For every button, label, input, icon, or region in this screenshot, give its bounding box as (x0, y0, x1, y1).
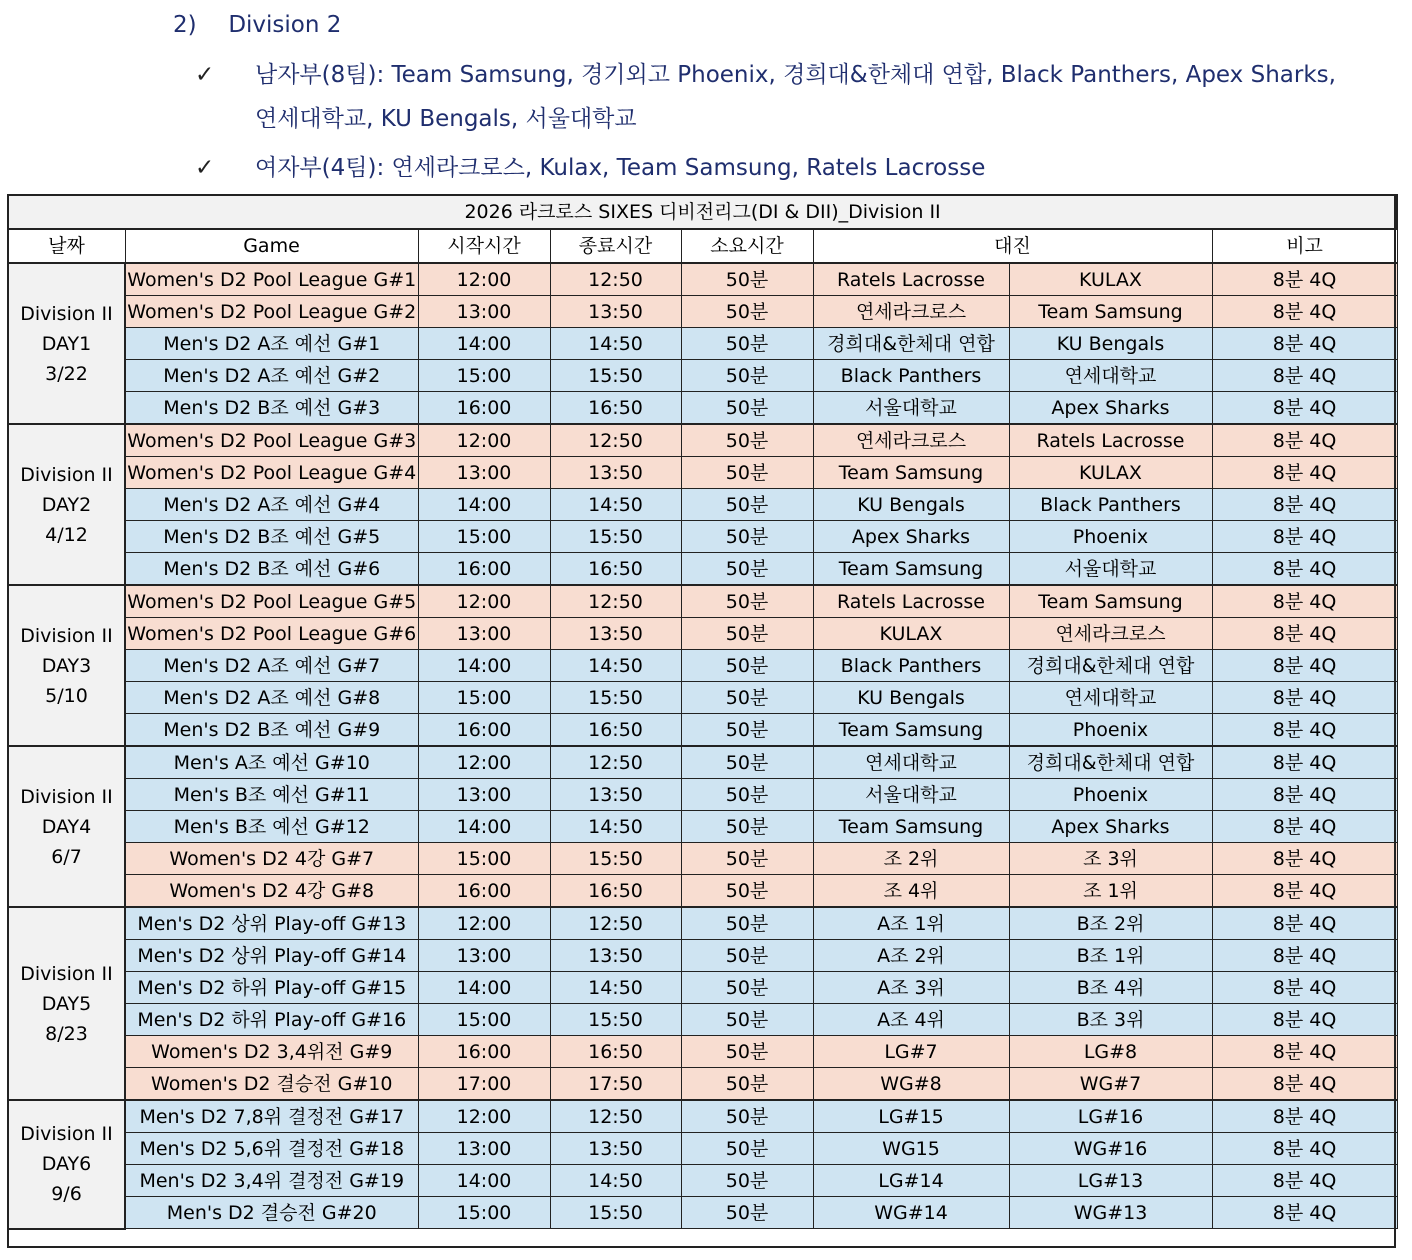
team-a-cell: Black Panthers (813, 360, 1009, 392)
end-time-cell: 12:50 (550, 746, 681, 779)
note-cell: 8분 4Q (1212, 843, 1397, 875)
team-b-cell: Black Panthers (1009, 489, 1212, 521)
end-time-cell: 14:50 (550, 489, 681, 521)
game-cell: Men's D2 B조 예선 G#5 (125, 521, 418, 553)
note-cell: 8분 4Q (1212, 1197, 1397, 1229)
day-label-cell (8, 1100, 125, 1229)
game-cell: Women's D2 Pool League G#5 (125, 585, 418, 618)
day-label-line: Division II (20, 1123, 113, 1146)
header-duration: 소요시간 (681, 229, 813, 263)
note-cell: 8분 4Q (1212, 1036, 1397, 1068)
end-time-cell: 17:50 (550, 1068, 681, 1101)
end-time-cell: 13:50 (550, 618, 681, 650)
header-note: 비고 (1212, 229, 1397, 263)
table-row (8, 521, 1397, 553)
game-cell: Men's D2 A조 예선 G#2 (125, 360, 418, 392)
team-a-cell: Black Panthers (813, 650, 1009, 682)
game-cell: Women's D2 Pool League G#6 (125, 618, 418, 650)
day-label-line: 6/7 (51, 845, 82, 868)
table-row (8, 1068, 1397, 1101)
day-label-line: Division II (20, 463, 113, 486)
note-cell: 8분 4Q (1212, 263, 1397, 296)
note-cell: 8분 4Q (1212, 779, 1397, 811)
duration-cell: 50분 (681, 907, 813, 940)
schedule-table (7, 194, 1398, 1230)
team-a-cell: Ratels Lacrosse (813, 585, 1009, 618)
team-b-cell: Apex Sharks (1009, 811, 1212, 843)
game-cell: Women's D2 4강 G#8 (125, 875, 418, 908)
day-label-line: Division II (20, 624, 113, 647)
note-cell: 8분 4Q (1212, 1004, 1397, 1036)
header-date: 날짜 (8, 229, 125, 263)
team-b-cell: 연세라크로스 (1009, 618, 1212, 650)
team-b-cell: 서울대학교 (1009, 553, 1212, 586)
note-cell: 8분 4Q (1212, 392, 1397, 425)
note-cell: 8분 4Q (1212, 1133, 1397, 1165)
table-row (8, 392, 1397, 425)
day-label-line: 4/12 (45, 523, 88, 546)
note-cell: 8분 4Q (1212, 553, 1397, 586)
note-cell: 8분 4Q (1212, 1165, 1397, 1197)
day-label-line: Division II (20, 785, 113, 808)
game-cell: Women's D2 4강 G#7 (125, 843, 418, 875)
end-time-cell: 15:50 (550, 843, 681, 875)
team-a-cell: 연세라크로스 (813, 296, 1009, 328)
duration-cell: 50분 (681, 1197, 813, 1229)
team-a-cell: WG#14 (813, 1197, 1009, 1229)
team-b-cell: 조 3위 (1009, 843, 1212, 875)
duration-cell: 50분 (681, 746, 813, 779)
duration-cell: 50분 (681, 1004, 813, 1036)
team-b-cell: B조 1위 (1009, 940, 1212, 972)
note-cell: 8분 4Q (1212, 746, 1397, 779)
note-cell: 8분 4Q (1212, 875, 1397, 908)
team-a-cell: A조 1위 (813, 907, 1009, 940)
team-a-cell: 서울대학교 (813, 779, 1009, 811)
team-a-cell: WG15 (813, 1133, 1009, 1165)
table-row (8, 1165, 1397, 1197)
end-time-cell: 12:50 (550, 907, 681, 940)
end-time-cell: 16:50 (550, 1036, 681, 1068)
team-b-cell: WG#7 (1009, 1068, 1212, 1101)
table-row (8, 682, 1397, 714)
game-cell: Women's D2 Pool League G#1 (125, 263, 418, 296)
duration-cell: 50분 (681, 972, 813, 1004)
note-cell: 8분 4Q (1212, 521, 1397, 553)
duration-cell: 50분 (681, 650, 813, 682)
game-cell: Men's D2 B조 예선 G#9 (125, 714, 418, 747)
game-cell: Women's D2 Pool League G#2 (125, 296, 418, 328)
end-time-cell: 12:50 (550, 263, 681, 296)
game-cell: Men's D2 A조 예선 G#7 (125, 650, 418, 682)
start-time-cell: 14:00 (418, 811, 550, 843)
day-label-line: DAY3 (41, 654, 92, 677)
bullet-men-line2: 연세대학교, KU Bengals, 서울대학교 (255, 106, 637, 132)
game-cell: Men's D2 상위 Play-off G#14 (125, 940, 418, 972)
end-time-cell: 14:50 (550, 811, 681, 843)
start-time-cell: 16:00 (418, 392, 550, 425)
team-b-cell: Apex Sharks (1009, 392, 1212, 425)
check-icon: ✓ (195, 62, 215, 88)
table-row (8, 424, 1397, 457)
note-cell: 8분 4Q (1212, 618, 1397, 650)
header-end: 종료시간 (550, 229, 681, 263)
team-a-cell: 서울대학교 (813, 392, 1009, 425)
end-time-cell: 16:50 (550, 553, 681, 586)
bullet-women-line1: 여자부(4팀): 연세라크로스, Kulax, Team Samsung, Ratels Lacrosse (255, 155, 986, 181)
team-a-cell: LG#14 (813, 1165, 1009, 1197)
duration-cell: 50분 (681, 296, 813, 328)
section-heading (173, 12, 341, 38)
duration-cell: 50분 (681, 682, 813, 714)
table-row (8, 1197, 1397, 1229)
table-row (8, 585, 1397, 618)
note-cell: 8분 4Q (1212, 457, 1397, 489)
start-time-cell: 14:00 (418, 650, 550, 682)
team-b-cell: Team Samsung (1009, 585, 1212, 618)
header-start: 시작시간 (418, 229, 550, 263)
duration-cell: 50분 (681, 392, 813, 425)
table-row (8, 811, 1397, 843)
duration-cell: 50분 (681, 1100, 813, 1133)
team-a-cell: Ratels Lacrosse (813, 263, 1009, 296)
team-a-cell: A조 2위 (813, 940, 1009, 972)
game-cell: Men's B조 예선 G#12 (125, 811, 418, 843)
table-row (8, 875, 1397, 908)
end-time-cell: 16:50 (550, 875, 681, 908)
table-row (8, 328, 1397, 360)
team-b-cell: LG#13 (1009, 1165, 1212, 1197)
team-a-cell: 연세대학교 (813, 746, 1009, 779)
note-cell: 8분 4Q (1212, 585, 1397, 618)
team-a-cell: A조 3위 (813, 972, 1009, 1004)
start-time-cell: 15:00 (418, 360, 550, 392)
team-a-cell: 조 2위 (813, 843, 1009, 875)
team-a-cell: KULAX (813, 618, 1009, 650)
team-b-cell: WG#13 (1009, 1197, 1212, 1229)
start-time-cell: 15:00 (418, 843, 550, 875)
end-time-cell: 15:50 (550, 360, 681, 392)
duration-cell: 50분 (681, 360, 813, 392)
table-row (8, 1133, 1397, 1165)
start-time-cell: 14:00 (418, 489, 550, 521)
note-cell: 8분 4Q (1212, 1068, 1397, 1101)
day-label-line: DAY4 (41, 815, 92, 838)
table-row (8, 263, 1397, 296)
table-row (8, 489, 1397, 521)
game-cell: Men's D2 상위 Play-off G#13 (125, 907, 418, 940)
duration-cell: 50분 (681, 263, 813, 296)
team-a-cell: A조 4위 (813, 1004, 1009, 1036)
header-game: Game (125, 229, 418, 263)
team-a-cell: Apex Sharks (813, 521, 1009, 553)
team-b-cell: Team Samsung (1009, 296, 1212, 328)
end-time-cell: 13:50 (550, 296, 681, 328)
game-cell: Men's D2 A조 예선 G#4 (125, 489, 418, 521)
game-cell: Women's D2 Pool League G#3 (125, 424, 418, 457)
table-row (8, 553, 1397, 586)
table-row (8, 1004, 1397, 1036)
team-b-cell: KU Bengals (1009, 328, 1212, 360)
start-time-cell: 16:00 (418, 714, 550, 747)
start-time-cell: 12:00 (418, 585, 550, 618)
team-b-cell: LG#16 (1009, 1100, 1212, 1133)
duration-cell: 50분 (681, 811, 813, 843)
team-a-cell: KU Bengals (813, 682, 1009, 714)
team-a-cell: 경희대&한체대 연합 (813, 328, 1009, 360)
end-time-cell: 16:50 (550, 392, 681, 425)
team-b-cell: 연세대학교 (1009, 360, 1212, 392)
note-cell: 8분 4Q (1212, 682, 1397, 714)
team-b-cell: Phoenix (1009, 714, 1212, 747)
team-b-cell: 경희대&한체대 연합 (1009, 746, 1212, 779)
end-time-cell: 12:50 (550, 585, 681, 618)
end-time-cell: 14:50 (550, 650, 681, 682)
table-row (8, 296, 1397, 328)
check-icon: ✓ (195, 155, 215, 181)
note-cell: 8분 4Q (1212, 650, 1397, 682)
team-a-cell: Team Samsung (813, 457, 1009, 489)
table-row (8, 779, 1397, 811)
day-label-line: 3/22 (45, 362, 88, 385)
start-time-cell: 12:00 (418, 746, 550, 779)
team-a-cell: LG#7 (813, 1036, 1009, 1068)
end-time-cell: 13:50 (550, 457, 681, 489)
end-time-cell: 16:50 (550, 714, 681, 747)
duration-cell: 50분 (681, 585, 813, 618)
bullet-women-teams (195, 146, 1095, 190)
bullet-men-line1: 남자부(8팀): Team Samsung, 경기외고 Phoenix, 경희대&한체대 연합, Black Panthers, Apex Sharks, (255, 62, 1336, 88)
team-b-cell: B조 3위 (1009, 1004, 1212, 1036)
duration-cell: 50분 (681, 779, 813, 811)
duration-cell: 50분 (681, 875, 813, 908)
note-cell: 8분 4Q (1212, 940, 1397, 972)
table-row (8, 1100, 1397, 1133)
duration-cell: 50분 (681, 940, 813, 972)
end-time-cell: 14:50 (550, 328, 681, 360)
table-row (8, 457, 1397, 489)
note-cell: 8분 4Q (1212, 714, 1397, 747)
game-cell: Women's D2 3,4위전 G#9 (125, 1036, 418, 1068)
start-time-cell: 15:00 (418, 521, 550, 553)
section-title: Division 2 (228, 12, 342, 38)
start-time-cell: 13:00 (418, 940, 550, 972)
team-b-cell: B조 4위 (1009, 972, 1212, 1004)
table-row (8, 940, 1397, 972)
day-label-line: DAY6 (41, 1153, 92, 1176)
section-number: 2) (173, 12, 197, 38)
start-time-cell: 17:00 (418, 1068, 550, 1101)
duration-cell: 50분 (681, 1165, 813, 1197)
start-time-cell: 12:00 (418, 907, 550, 940)
end-time-cell: 13:50 (550, 940, 681, 972)
team-a-cell: KU Bengals (813, 489, 1009, 521)
day-label-cell (8, 263, 125, 424)
start-time-cell: 15:00 (418, 1197, 550, 1229)
team-b-cell: 조 1위 (1009, 875, 1212, 908)
game-cell: Men's B조 예선 G#11 (125, 779, 418, 811)
start-time-cell: 13:00 (418, 618, 550, 650)
day-label-cell (8, 907, 125, 1100)
game-cell: Men's D2 A조 예선 G#8 (125, 682, 418, 714)
day-label-cell (8, 585, 125, 746)
game-cell: Women's D2 Pool League G#4 (125, 457, 418, 489)
start-time-cell: 16:00 (418, 1036, 550, 1068)
duration-cell: 50분 (681, 1036, 813, 1068)
table-row (8, 972, 1397, 1004)
end-time-cell: 12:50 (550, 424, 681, 457)
table-row (8, 714, 1397, 747)
team-a-cell: Team Samsung (813, 553, 1009, 586)
table-row (8, 650, 1397, 682)
game-cell: Men's D2 B조 예선 G#3 (125, 392, 418, 425)
duration-cell: 50분 (681, 328, 813, 360)
duration-cell: 50분 (681, 521, 813, 553)
table-row (8, 1036, 1397, 1068)
bullet-men-teams (195, 53, 1345, 143)
game-cell: Men's D2 3,4위 결정전 G#19 (125, 1165, 418, 1197)
team-a-cell: LG#15 (813, 1100, 1009, 1133)
duration-cell: 50분 (681, 843, 813, 875)
game-cell: Men's D2 결승전 G#20 (125, 1197, 418, 1229)
day-label-line: 9/6 (51, 1183, 82, 1206)
start-time-cell: 16:00 (418, 553, 550, 586)
game-cell: Men's D2 7,8위 결정전 G#17 (125, 1100, 418, 1133)
day-label-line: Division II (20, 962, 113, 985)
game-cell: Men's D2 B조 예선 G#6 (125, 553, 418, 586)
note-cell: 8분 4Q (1212, 328, 1397, 360)
start-time-cell: 15:00 (418, 1004, 550, 1036)
note-cell: 8분 4Q (1212, 424, 1397, 457)
game-cell: Men's D2 하위 Play-off G#16 (125, 1004, 418, 1036)
start-time-cell: 12:00 (418, 263, 550, 296)
team-a-cell: WG#8 (813, 1068, 1009, 1101)
start-time-cell: 13:00 (418, 1133, 550, 1165)
team-b-cell: KULAX (1009, 263, 1212, 296)
team-a-cell: Team Samsung (813, 714, 1009, 747)
start-time-cell: 13:00 (418, 296, 550, 328)
table-row (8, 907, 1397, 940)
game-cell: Women's D2 결승전 G#10 (125, 1068, 418, 1101)
end-time-cell: 15:50 (550, 1004, 681, 1036)
start-time-cell: 14:00 (418, 972, 550, 1004)
team-b-cell: Phoenix (1009, 779, 1212, 811)
duration-cell: 50분 (681, 1068, 813, 1101)
table-row (8, 843, 1397, 875)
day-label-line: 8/23 (45, 1022, 88, 1045)
game-cell: Men's D2 5,6위 결정전 G#18 (125, 1133, 418, 1165)
table-title: 2026 라크로스 SIXES 디비전리그(DI & DII)_Division II (8, 195, 1397, 229)
start-time-cell: 13:00 (418, 779, 550, 811)
team-b-cell: 연세대학교 (1009, 682, 1212, 714)
start-time-cell: 16:00 (418, 875, 550, 908)
day-label-line: DAY2 (41, 493, 92, 516)
day-label-line: 5/10 (45, 684, 88, 707)
note-cell: 8분 4Q (1212, 489, 1397, 521)
end-time-cell: 12:50 (550, 1100, 681, 1133)
end-time-cell: 14:50 (550, 1165, 681, 1197)
day-label-cell (8, 424, 125, 585)
team-b-cell: Phoenix (1009, 521, 1212, 553)
note-cell: 8분 4Q (1212, 907, 1397, 940)
day-label-line: Division II (20, 302, 113, 325)
start-time-cell: 12:00 (418, 1100, 550, 1133)
duration-cell: 50분 (681, 489, 813, 521)
team-a-cell: 연세라크로스 (813, 424, 1009, 457)
game-cell: Men's D2 A조 예선 G#1 (125, 328, 418, 360)
duration-cell: 50분 (681, 553, 813, 586)
team-b-cell: WG#16 (1009, 1133, 1212, 1165)
team-b-cell: KULAX (1009, 457, 1212, 489)
day-label-cell (8, 746, 125, 907)
team-a-cell: 조 4위 (813, 875, 1009, 908)
end-time-cell: 15:50 (550, 682, 681, 714)
note-cell: 8분 4Q (1212, 811, 1397, 843)
game-cell: Men's D2 하위 Play-off G#15 (125, 972, 418, 1004)
team-b-cell: 경희대&한체대 연합 (1009, 650, 1212, 682)
team-b-cell: Ratels Lacrosse (1009, 424, 1212, 457)
start-time-cell: 12:00 (418, 424, 550, 457)
table-row (8, 360, 1397, 392)
end-time-cell: 13:50 (550, 779, 681, 811)
start-time-cell: 14:00 (418, 328, 550, 360)
game-cell: Men's A조 예선 G#10 (125, 746, 418, 779)
start-time-cell: 14:00 (418, 1165, 550, 1197)
start-time-cell: 15:00 (418, 682, 550, 714)
duration-cell: 50분 (681, 1133, 813, 1165)
note-cell: 8분 4Q (1212, 360, 1397, 392)
table-row (8, 618, 1397, 650)
team-b-cell: LG#8 (1009, 1036, 1212, 1068)
end-time-cell: 14:50 (550, 972, 681, 1004)
end-time-cell: 15:50 (550, 1197, 681, 1229)
note-cell: 8분 4Q (1212, 972, 1397, 1004)
note-cell: 8분 4Q (1212, 1100, 1397, 1133)
end-time-cell: 13:50 (550, 1133, 681, 1165)
duration-cell: 50분 (681, 618, 813, 650)
duration-cell: 50분 (681, 457, 813, 489)
team-b-cell: B조 2위 (1009, 907, 1212, 940)
day-label-line: DAY5 (41, 992, 92, 1015)
day-label-line: DAY1 (41, 332, 92, 355)
end-time-cell: 15:50 (550, 521, 681, 553)
table-row (8, 746, 1397, 779)
team-a-cell: Team Samsung (813, 811, 1009, 843)
start-time-cell: 13:00 (418, 457, 550, 489)
duration-cell: 50분 (681, 714, 813, 747)
header-matchup: 대진 (813, 229, 1212, 263)
note-cell: 8분 4Q (1212, 296, 1397, 328)
duration-cell: 50분 (681, 424, 813, 457)
